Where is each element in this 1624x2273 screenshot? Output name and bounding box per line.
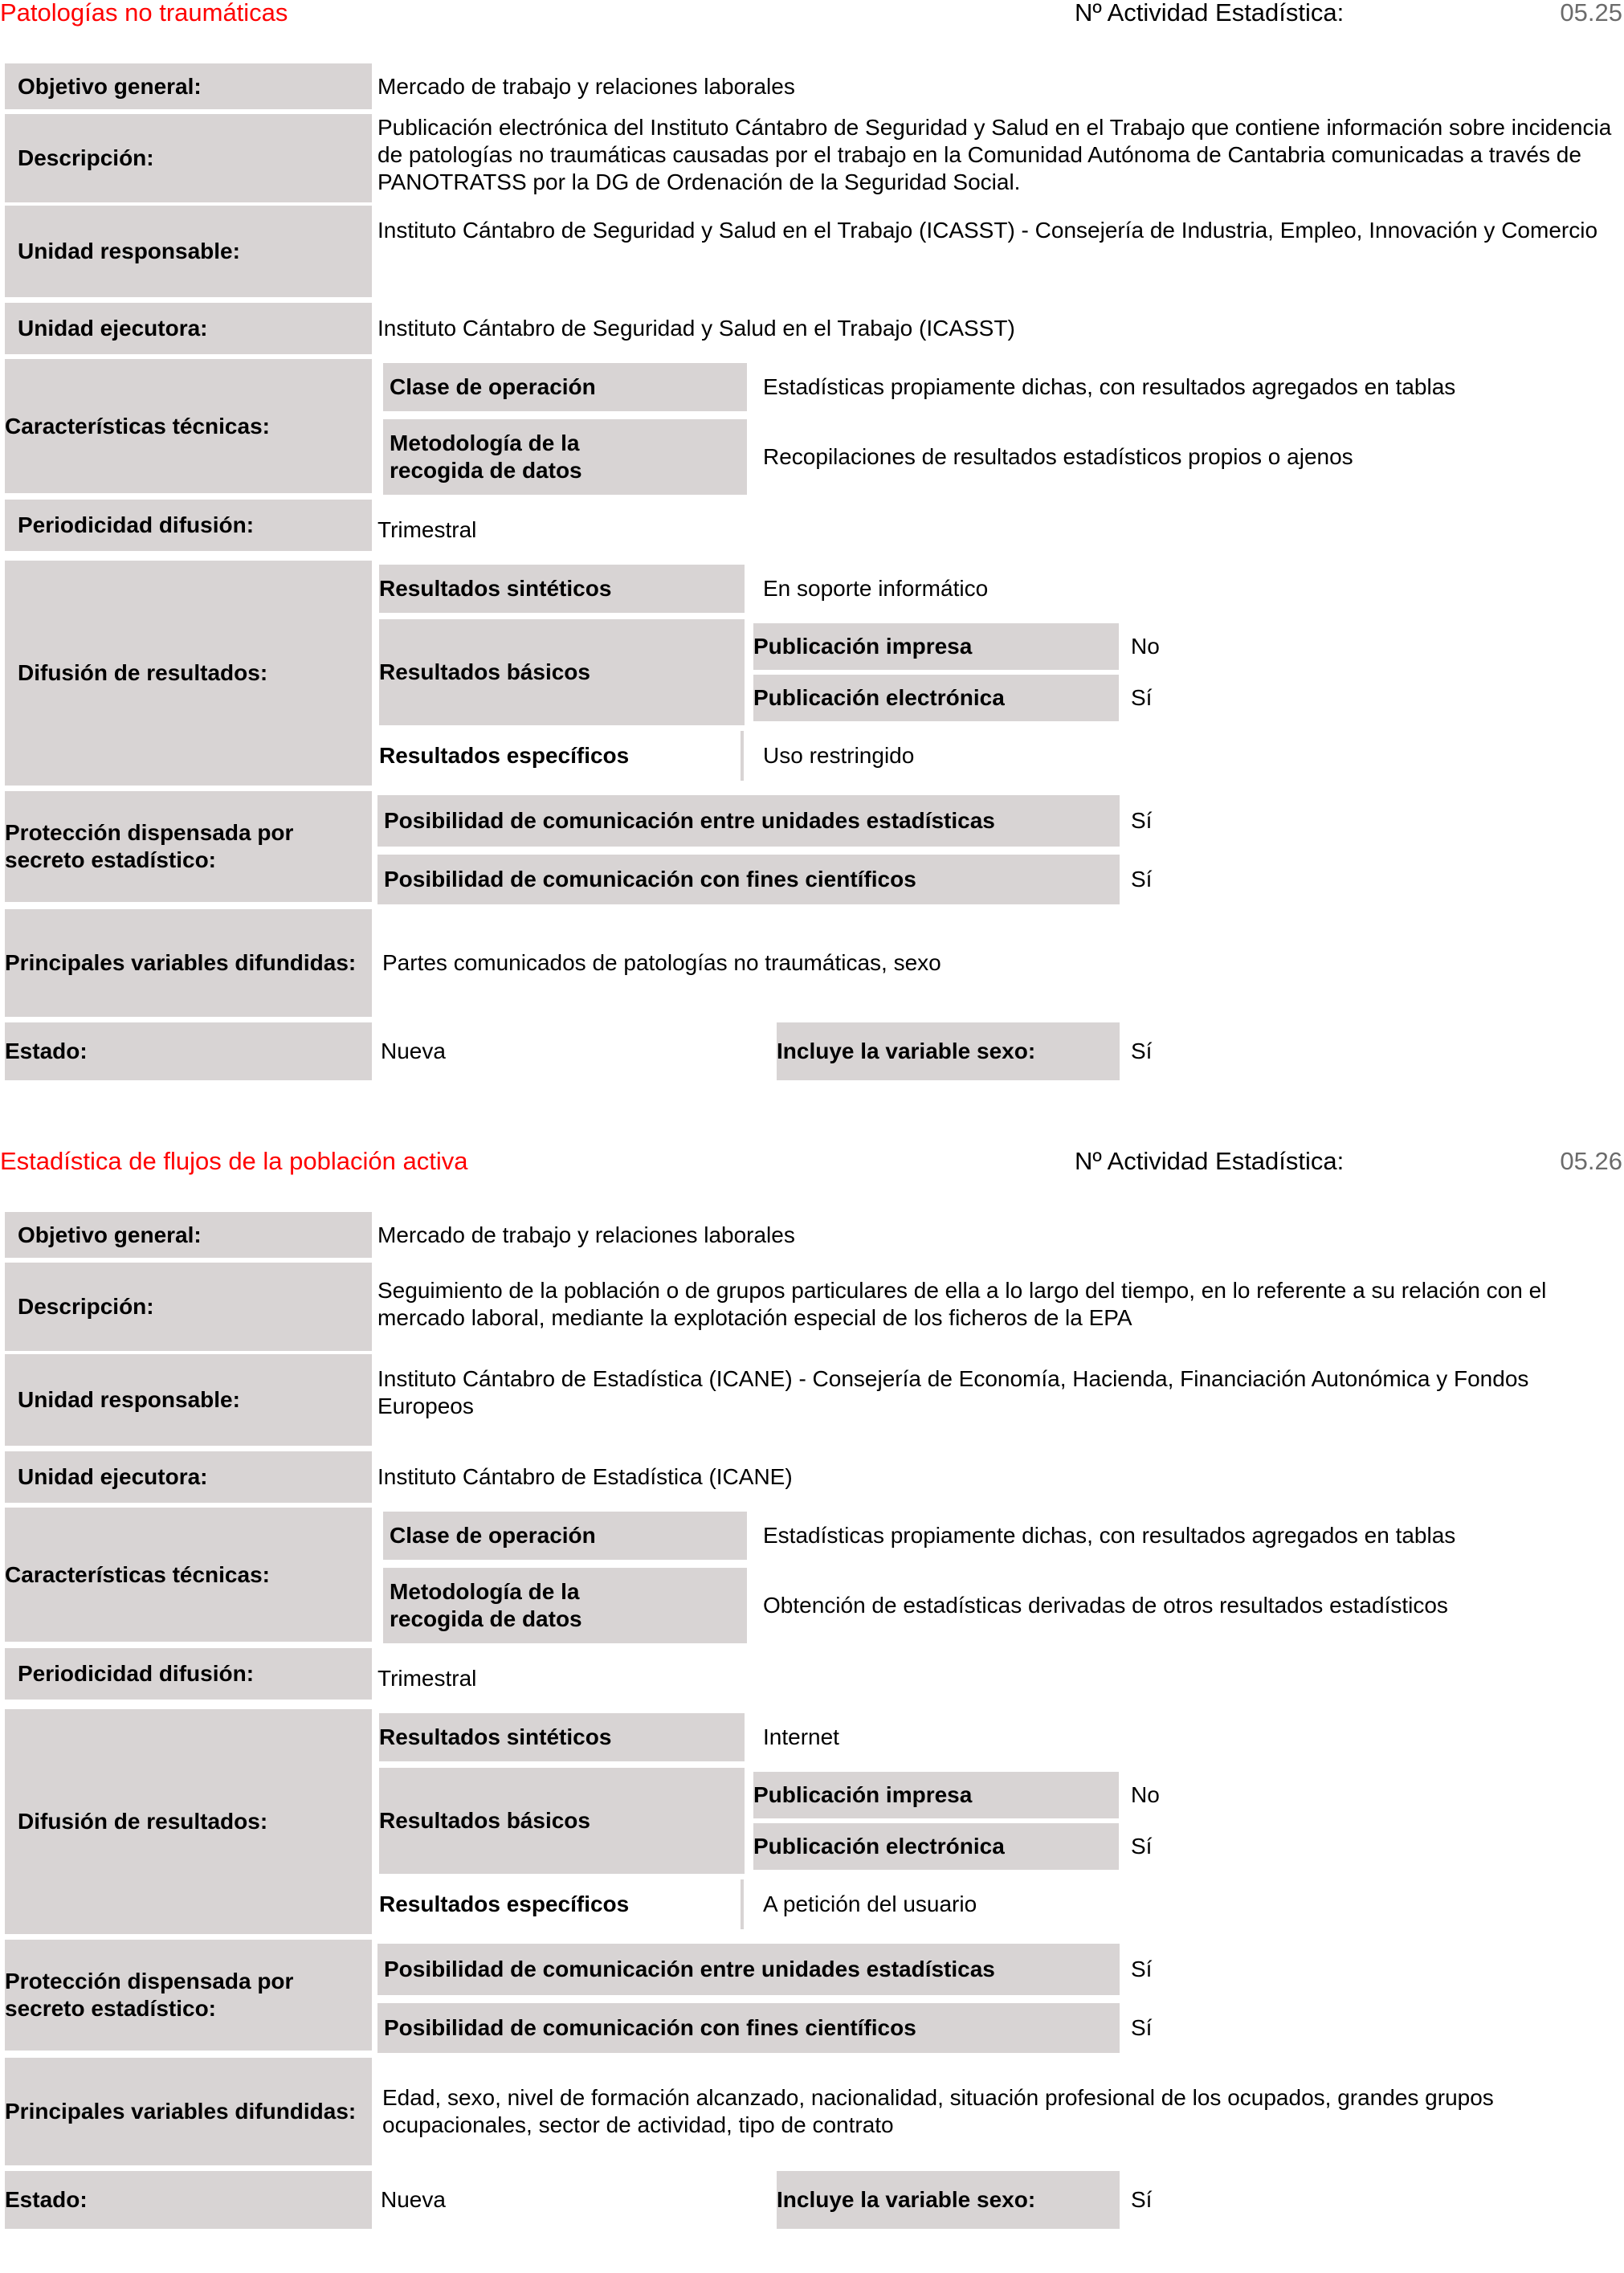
pub-electronica-value: Sí	[1131, 1834, 1153, 1859]
variables-label: Principales variables difundidas:	[5, 2058, 372, 2165]
metodologia-value: Recopilaciones de resultados estadísticos propios o ajenos	[763, 444, 1353, 469]
proteccion-label: Protección dispensada por secreto estadístico:	[5, 791, 372, 902]
estado-label: Estado:	[5, 1022, 372, 1080]
activity-number: 05.25	[1560, 0, 1622, 27]
incluye-sexo-label: Incluye la variable sexo:	[777, 2171, 1120, 2229]
record-title: Estadística de flujos de la población activa	[0, 1147, 468, 1175]
clase-operacion-label: Clase de operación	[383, 363, 747, 411]
estado-value: Nueva	[381, 2187, 446, 2212]
difusion-label: Difusión de resultados:	[5, 561, 372, 786]
metodologia-label: Metodología de la recogida de datos	[383, 419, 747, 495]
activity-number-label: Nº Actividad Estadística:	[1075, 1147, 1344, 1175]
pub-impresa-label: Publicación impresa	[753, 623, 1119, 670]
estado-label: Estado:	[5, 2171, 372, 2229]
pub-impresa-value: No	[1131, 634, 1160, 659]
objetivo-label: Objetivo general:	[5, 63, 372, 109]
com-unidades-label: Posibilidad de comunicación entre unidades estadísticas	[377, 1944, 1120, 1995]
com-unidades-value: Sí	[1131, 808, 1153, 833]
sinteticos-label: Resultados sintéticos	[379, 1713, 745, 1761]
basicos-label: Resultados básicos	[379, 619, 745, 725]
clase-operacion-label: Clase de operación	[383, 1512, 747, 1560]
unidad-responsable-label: Unidad responsable:	[5, 1354, 372, 1446]
metodologia-label: Metodología de la recogida de datos	[383, 1568, 747, 1643]
difusion-label: Difusión de resultados:	[5, 1709, 372, 1934]
unidad-ejecutora-label: Unidad ejecutora:	[5, 1451, 372, 1503]
especificos-value: Uso restringido	[763, 743, 915, 768]
incluye-sexo-value: Sí	[1131, 1039, 1153, 1063]
pub-impresa-value: No	[1131, 1782, 1160, 1807]
unidad-responsable-value: Instituto Cántabro de Estadística (ICANE) - Consejería de Economía, Hacienda, Financiación Autonómica y Fondos Europeos	[377, 1366, 1529, 1418]
activity-record-2	[0, 1149, 1624, 2273]
estado-value: Nueva	[381, 1039, 446, 1063]
periodicidad-value: Trimestral	[377, 1666, 477, 1691]
pub-electronica-label: Publicación electrónica	[753, 675, 1119, 721]
proteccion-label: Protección dispensada por secreto estadístico:	[5, 1940, 372, 2051]
unidad-responsable-label: Unidad responsable:	[5, 206, 372, 297]
clase-operacion-value: Estadísticas propiamente dichas, con resultados agregados en tablas	[763, 1523, 1456, 1548]
basicos-label: Resultados básicos	[379, 1768, 745, 1874]
sinteticos-label: Resultados sintéticos	[379, 565, 745, 613]
especificos-label: Resultados específicos	[379, 1879, 745, 1929]
activity-number-label: Nº Actividad Estadística:	[1075, 0, 1344, 27]
descripcion-label: Descripción:	[5, 1263, 372, 1351]
record-title: Patologías no traumáticas	[0, 0, 288, 27]
caracteristicas-label: Características técnicas:	[5, 1508, 372, 1642]
pub-electronica-value: Sí	[1131, 685, 1153, 710]
activity-number: 05.26	[1560, 1147, 1622, 1175]
com-cientificos-label: Posibilidad de comunicación con fines científicos	[377, 2003, 1120, 2053]
pub-electronica-label: Publicación electrónica	[753, 1823, 1119, 1870]
com-unidades-label: Posibilidad de comunicación entre unidades estadísticas	[377, 795, 1120, 847]
metodologia-value: Obtención de estadísticas derivadas de otros resultados estadísticos	[763, 1593, 1448, 1618]
com-unidades-value: Sí	[1131, 1957, 1153, 1981]
variables-value: Edad, sexo, nivel de formación alcanzado, nacionalidad, situación profesional de los ocupados, grandes grupos ocupacionales, sector de actividad, tipo de contrato	[382, 2085, 1494, 2137]
com-cientificos-value: Sí	[1131, 867, 1153, 892]
caracteristicas-label: Características técnicas:	[5, 359, 372, 493]
periodicidad-label: Periodicidad difusión:	[5, 1648, 372, 1700]
incluye-sexo-value: Sí	[1131, 2187, 1153, 2212]
unidad-ejecutora-value: Instituto Cántabro de Seguridad y Salud en el Trabajo (ICASST)	[377, 316, 1015, 341]
com-cientificos-label: Posibilidad de comunicación con fines científicos	[377, 855, 1120, 904]
descripcion-value: Publicación electrónica del Instituto Cántabro de Seguridad y Salud en el Trabajo que contiene información sobre incidencia de patologías no traumáticas causadas por el trabajo en la Comunidad Autónoma de Cantabria comunicadas a través de PANOTRATSS por la DG de Ordenación de la Seguridad Social.	[377, 115, 1612, 194]
clase-operacion-value: Estadísticas propiamente dichas, con resultados agregados en tablas	[763, 374, 1456, 399]
incluye-sexo-label: Incluye la variable sexo:	[777, 1022, 1120, 1080]
especificos-label: Resultados específicos	[379, 731, 745, 781]
pub-impresa-label: Publicación impresa	[753, 1772, 1119, 1818]
unidad-ejecutora-value: Instituto Cántabro de Estadística (ICANE)	[377, 1464, 793, 1489]
variables-label: Principales variables difundidas:	[5, 909, 372, 1017]
activity-record-1	[0, 0, 1624, 1124]
sinteticos-value: En soporte informático	[763, 576, 989, 601]
objetivo-label: Objetivo general:	[5, 1212, 372, 1258]
unidad-ejecutora-label: Unidad ejecutora:	[5, 303, 372, 354]
descripcion-label: Descripción:	[5, 114, 372, 202]
especificos-value: A petición del usuario	[763, 1891, 977, 1916]
sinteticos-value: Internet	[763, 1724, 839, 1749]
variables-value: Partes comunicados de patologías no traumáticas, sexo	[382, 950, 941, 975]
objetivo-value: Mercado de trabajo y relaciones laborales	[377, 1222, 795, 1247]
especificos-divider	[741, 1879, 744, 1929]
periodicidad-value: Trimestral	[377, 517, 477, 542]
periodicidad-label: Periodicidad difusión:	[5, 500, 372, 551]
com-cientificos-value: Sí	[1131, 2015, 1153, 2040]
objetivo-value: Mercado de trabajo y relaciones laborales	[377, 73, 795, 99]
especificos-divider	[741, 731, 744, 781]
unidad-responsable-value: Instituto Cántabro de Seguridad y Salud en el Trabajo (ICASST) - Consejería de Industria, Empleo, Innovación y Comercio	[377, 218, 1598, 243]
descripcion-value: Seguimiento de la población o de grupos particulares de ella a lo largo del tiempo, en lo referente a su relación con el mercado laboral, mediante la explotación especial de los ficheros de la EPA	[377, 1278, 1547, 1330]
